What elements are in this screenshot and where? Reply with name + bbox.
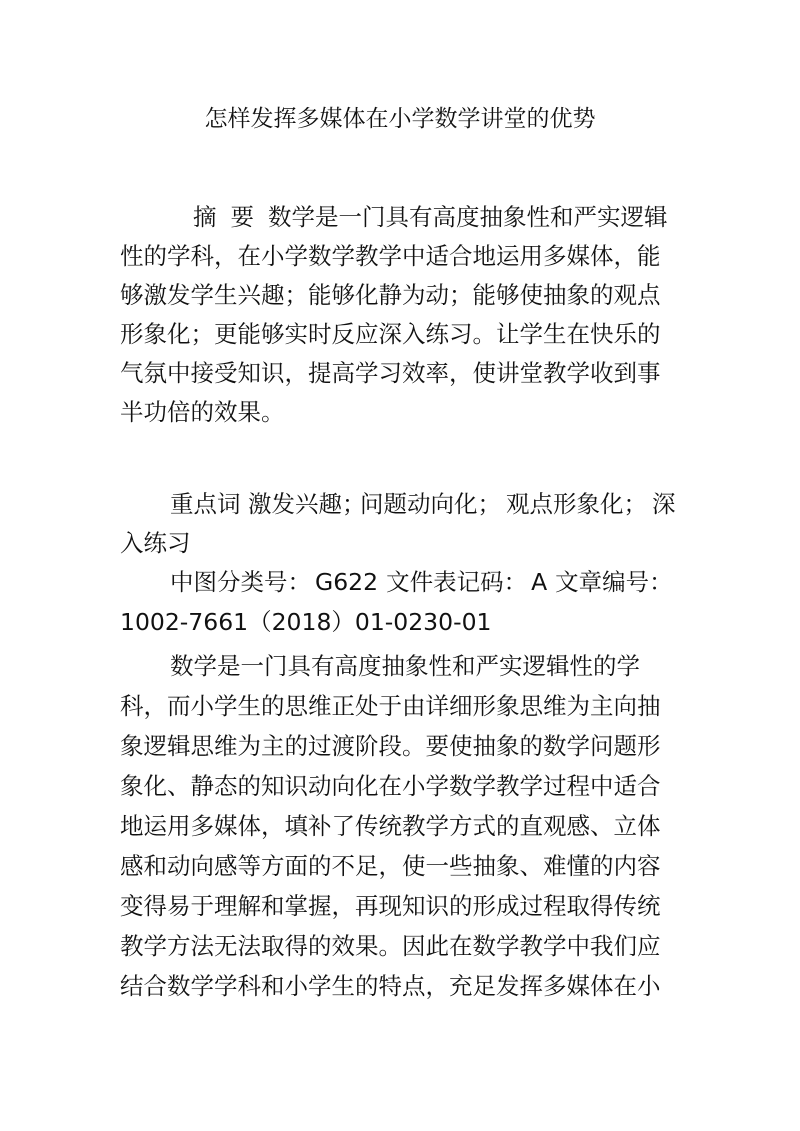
- keyword-item: 深: [652, 490, 676, 518]
- abstract-text: 数学是一门具有高度抽象性和严实逻辑: [268, 203, 668, 231]
- article-number-label: 文章编号：: [555, 568, 673, 596]
- abstract-line: 性的学科，在小学数学教学中适合地运用多媒体，能: [120, 242, 661, 270]
- abstract-line: 半功倍的效果。: [120, 398, 285, 426]
- body-line: 教学方法无法取得的效果。因此在数学教学中我们应: [120, 932, 661, 960]
- clc-value: G622: [315, 568, 379, 596]
- body-line: 地运用多媒体，填补了传统教学方式的直观感、立体: [120, 812, 661, 840]
- body-line: 象化、静态的知识动向化在小学数学教学过程中适合: [120, 772, 661, 800]
- keyword-item: 激发兴趣；: [248, 490, 366, 518]
- body-line: 感和动向感等方面的不足，使一些抽象、难懂的内容: [120, 852, 661, 880]
- keyword-item: 问题动向化；: [360, 490, 501, 518]
- keyword-item: 观点形象化；: [506, 490, 647, 518]
- clc-label: 中图分类号：: [170, 568, 311, 596]
- body-line: 科，而小学生的思维正处于由详细形象思维为主向抽: [120, 692, 661, 720]
- abstract-line: 气氛中接受知识，提高学习效率，使讲堂教学收到事: [120, 359, 661, 387]
- body-line: 变得易于理解和掌握，再现知识的形成过程取得传统: [120, 892, 661, 920]
- classification-line: [170, 566, 673, 598]
- keywords-continuation: 入练习: [120, 529, 191, 557]
- abstract-label-2: 要: [230, 203, 254, 231]
- keywords-label: 重点词: [170, 490, 241, 518]
- abstract-label-1: 摘: [193, 203, 217, 231]
- body-line: 结合数学学科和小学生的特点，充足发挥多媒体在小: [120, 972, 661, 1000]
- document-title: 怎样发挥多媒体在小学数学讲堂的优势: [204, 106, 596, 132]
- abstract-first-line: [193, 201, 668, 233]
- doc-code-value: A: [531, 568, 548, 596]
- doc-code-label: 文件表记码：: [386, 568, 528, 596]
- abstract-line: 够激发学生兴趣；能够化静为动；能够使抽象的观点: [120, 281, 661, 309]
- body-line: 数学是一门具有高度抽象性和严实逻辑性的学: [170, 652, 640, 680]
- body-line: 象逻辑思维为主的过渡阶段。要使抽象的数学问题形: [120, 732, 661, 760]
- article-number-value: 1002-7661（2018）01-0230-01: [120, 608, 492, 636]
- abstract-line: 形象化；更能够实时反应深入练习。让学生在快乐的: [120, 320, 661, 348]
